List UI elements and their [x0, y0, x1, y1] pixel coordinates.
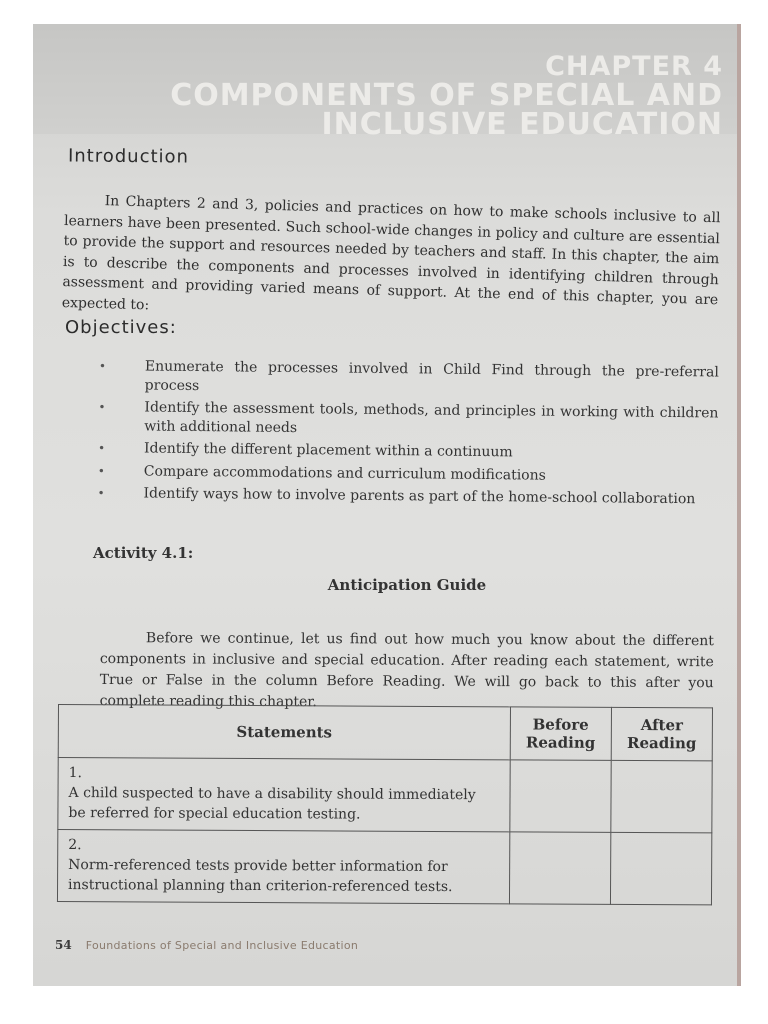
- activity-paragraph: Before we continue, let us find out how much you know about the different components in inclusive and special education. After reading each statement, write True or False in the column Before Reading. We will go back to this after you complete reading this chapter.: [99, 630, 714, 711]
- objective-item: • Identify ways how to involve parents as part of the home-school collaboration: [97, 484, 717, 509]
- book-page-photo: [33, 24, 741, 986]
- after-reading-cell[interactable]: [611, 760, 713, 833]
- objective-item: • Identify the different placement within a continuum: [98, 439, 718, 464]
- activity-title: Anticipation Guide: [327, 576, 487, 594]
- table-row: [57, 830, 711, 905]
- statement-number: 1.: [68, 765, 83, 782]
- objective-item: • Identify the assessment tools, methods, and principles in working with children with additional needs: [98, 398, 718, 441]
- header-after-reading: After Reading: [611, 707, 712, 761]
- page-number: 54: [55, 938, 72, 952]
- after-reading-cell[interactable]: [610, 832, 712, 905]
- introduction-heading: Introduction: [67, 145, 190, 168]
- statement-cell: [58, 758, 510, 832]
- introduction-paragraph: In Chapters 2 and 3, policies and practices on how to make schools inclusive to all learners have been presented. Such school-wide changes in policy and culture are essential to provide the support and resources needed by teachers and staff. In this chapter, the aim is to describe the components and processes involved in identifying children through assessment and providing varied means of support. At the end of this chapter, you are expected to:: [61, 193, 721, 313]
- header-before-reading: Before Reading: [510, 707, 611, 761]
- chapter-title: [170, 51, 723, 142]
- anticipation-guide-table: [57, 704, 713, 905]
- header-statements: Statements: [58, 705, 510, 760]
- activity-label: Activity 4.1:: [93, 544, 194, 562]
- chapter-title-line1: COMPONENTS OF SPECIAL AND: [170, 78, 723, 113]
- table-header-row: [58, 705, 712, 761]
- objective-item: • Enumerate the processes involved in Child Find through the pre-referral process: [99, 357, 719, 400]
- objectives-heading: Objectives:: [65, 317, 177, 338]
- statement-cell: [57, 830, 509, 904]
- chapter-title-line2: INCLUSIVE EDUCATION: [321, 107, 723, 142]
- page-edge: [737, 24, 741, 986]
- statement-number: 2.: [68, 837, 82, 854]
- statement-text: Norm-referenced tests provide better information for instructional planning than criterion-referenced tests.: [68, 857, 453, 896]
- statement-text: A child suspected to have a disability should immediately be referred for special education testing.: [68, 785, 476, 823]
- before-reading-cell[interactable]: [509, 832, 611, 905]
- chapter-number: CHAPTER 4: [545, 51, 723, 82]
- book-title: Foundations of Special and Inclusive Education: [85, 939, 359, 952]
- objective-item: • Compare accommodations and curriculum modifications: [98, 461, 718, 486]
- objectives-list: [97, 357, 719, 513]
- table-row: [58, 758, 712, 833]
- before-reading-cell[interactable]: [510, 760, 612, 833]
- page-footer: [55, 938, 358, 952]
